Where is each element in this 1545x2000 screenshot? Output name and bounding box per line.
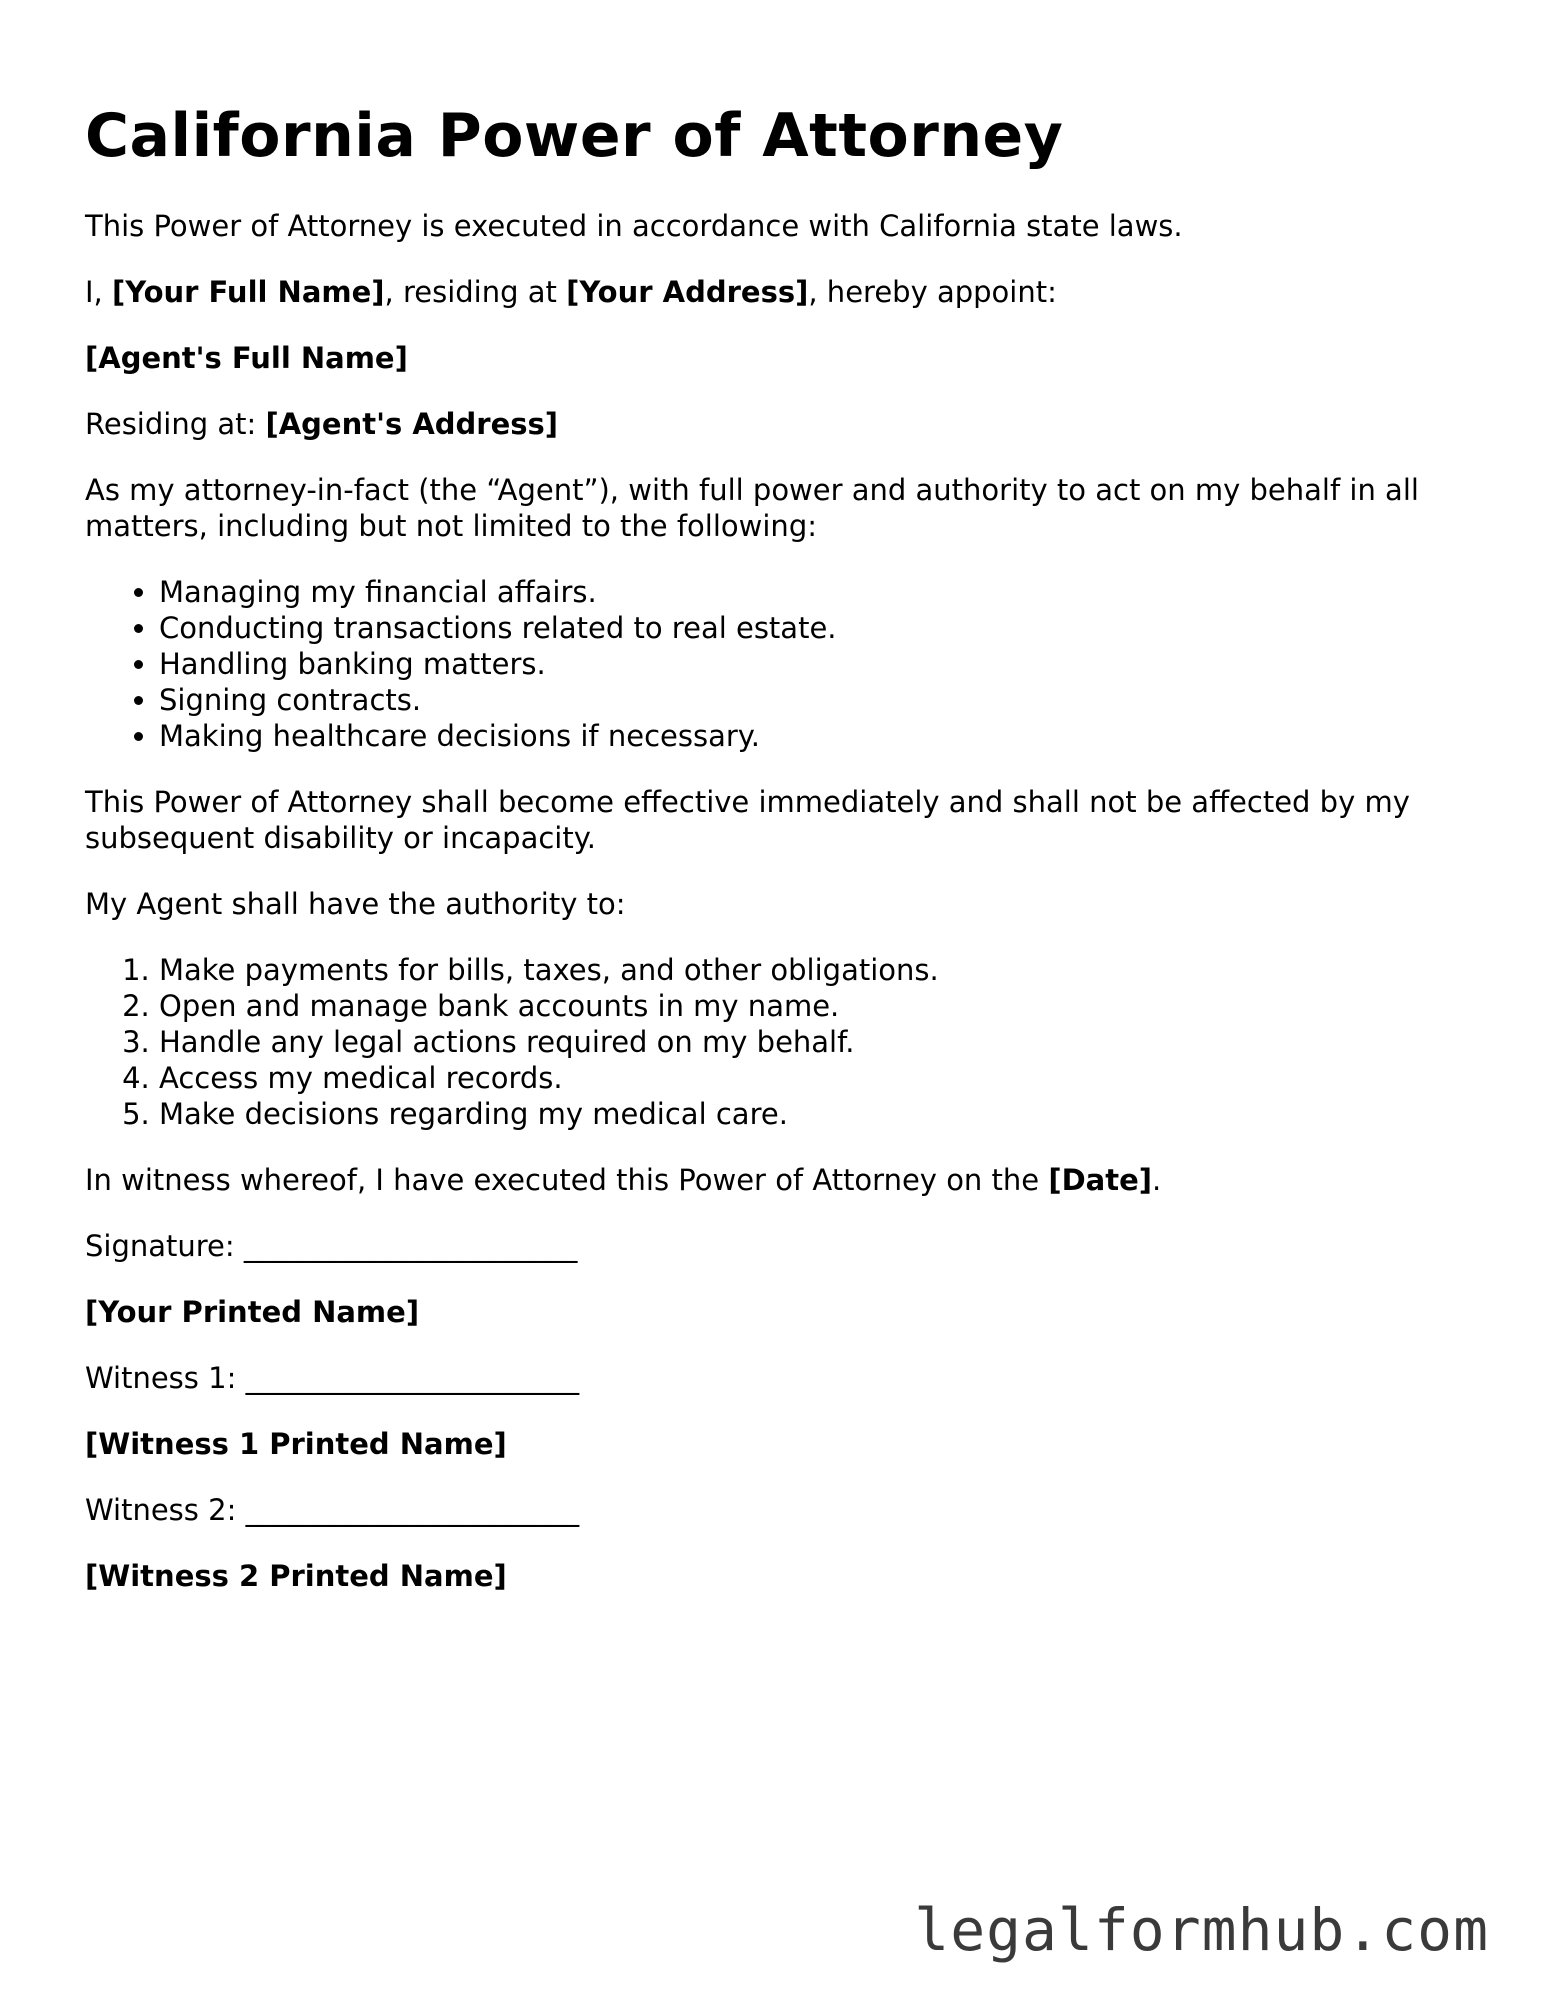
authorities-list — [85, 952, 1445, 1132]
printed-name-placeholder: [Your Printed Name] — [85, 1295, 420, 1329]
agent-name-paragraph — [85, 340, 1445, 376]
witness2-row — [85, 1492, 1445, 1528]
witness1-row — [85, 1360, 1445, 1396]
witness1-printed-name-placeholder: [Witness 1 Printed Name] — [85, 1427, 507, 1461]
list-item: • Conducting transactions related to real estate. — [159, 610, 1445, 646]
appointment-middle: , residing at — [384, 275, 567, 309]
document-page — [85, 100, 1445, 1624]
signature-label: Signature: — [85, 1229, 244, 1263]
date-placeholder: [Date] — [1048, 1163, 1153, 1197]
list-item: • Signing contracts. — [159, 682, 1445, 718]
list-item: 3. Handle any legal actions required on my behalf. — [159, 1024, 1445, 1060]
agent-address-paragraph — [85, 406, 1445, 442]
appointment-suffix: , hereby appoint: — [808, 275, 1057, 309]
witness-clause — [85, 1162, 1445, 1198]
signature-line: _______________________ — [243, 1229, 578, 1263]
witness1-label: Witness 1: — [85, 1361, 246, 1395]
intro-paragraph: This Power of Attorney is executed in accordance with California state laws. — [85, 209, 1183, 243]
agent-address-label: Residing at: — [85, 407, 266, 441]
witness2-printed-name-paragraph — [85, 1558, 1445, 1594]
list-item: 5. Make decisions regarding my medical care. — [159, 1096, 1445, 1132]
agent-name-placeholder: [Agent's Full Name] — [85, 341, 408, 375]
witness-clause-suffix: . — [1152, 1163, 1162, 1197]
witness2-signature-line: _______________________ — [245, 1493, 580, 1527]
effective-statement: This Power of Attorney shall become effective immediately and shall not be affected by my subsequent disability or incapacity. — [85, 785, 1410, 855]
agent-authority-intro: My Agent shall have the authority to: — [85, 887, 626, 921]
signature-row — [85, 1228, 1445, 1264]
list-item: • Handling banking matters. — [159, 646, 1445, 682]
page-title: California Power of Attorney — [85, 101, 1064, 171]
list-item: 2. Open and manage bank accounts in my name. — [159, 988, 1445, 1024]
powers-list — [85, 574, 1445, 754]
appointment-paragraph — [85, 274, 1445, 310]
list-item: 4. Access my medical records. — [159, 1060, 1445, 1096]
agent-address-placeholder: [Agent's Address] — [265, 407, 559, 441]
witness1-printed-name-paragraph — [85, 1426, 1445, 1462]
witness-clause-prefix: In witness whereof, I have executed this Power of Attorney on the — [85, 1163, 1049, 1197]
list-item: • Managing my financial affairs. — [159, 574, 1445, 610]
authority-statement: As my attorney-in-fact (the “Agent”), with full power and authority to act on my behalf in all matters, including but not limited to the following: — [85, 473, 1419, 543]
principal-name-placeholder: [Your Full Name] — [112, 275, 385, 309]
witness1-signature-line: _______________________ — [245, 1361, 580, 1395]
printed-name-paragraph — [85, 1294, 1445, 1330]
list-item: • Making healthcare decisions if necessary. — [159, 718, 1445, 754]
witness2-printed-name-placeholder: [Witness 2 Printed Name] — [85, 1559, 507, 1593]
appointment-prefix: I, — [85, 275, 112, 309]
principal-address-placeholder: [Your Address] — [566, 275, 809, 309]
witness2-label: Witness 2: — [85, 1493, 246, 1527]
watermark: legalformhub.com — [914, 1896, 1489, 1964]
list-item: 1. Make payments for bills, taxes, and other obligations. — [159, 952, 1445, 988]
